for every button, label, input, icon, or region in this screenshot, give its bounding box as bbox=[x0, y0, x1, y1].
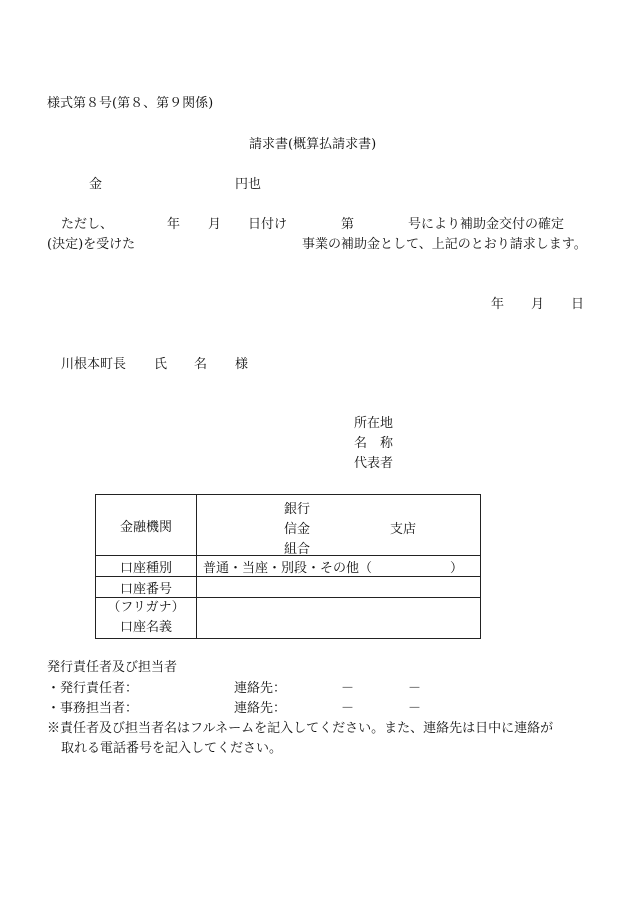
body-kettei: (決定)を受けた bbox=[47, 237, 136, 252]
date-year: 年 bbox=[491, 297, 505, 312]
addressee-shi: 氏 bbox=[154, 357, 168, 372]
issuer-contact-dash-1: － bbox=[341, 681, 355, 696]
body-tadashi: ただし、 bbox=[61, 217, 114, 232]
body-month: 月 bbox=[208, 217, 222, 232]
account-type-label: 口座種別 bbox=[96, 556, 197, 577]
page-title: 請求書(概算払請求書) bbox=[249, 137, 377, 152]
body-go-text: 号により補助金交付の確定 bbox=[408, 217, 565, 232]
addressee-mayor: 川根本町長 bbox=[61, 357, 127, 372]
body-jigyo-text: 事業の補助金として、上記のとおり請求します。 bbox=[302, 237, 587, 252]
addressee-mei: 名 bbox=[194, 357, 208, 372]
table-row bbox=[96, 556, 481, 577]
amount-yen-label: 円也 bbox=[235, 177, 262, 192]
staff-contact-label: 連絡先： bbox=[234, 701, 287, 716]
institution-label: 金融機関 bbox=[96, 495, 197, 556]
shinkin-label: 信金 bbox=[284, 522, 311, 537]
date-day: 日 bbox=[571, 297, 585, 312]
account-name-value bbox=[197, 598, 481, 639]
staff-contact-dash-2: － bbox=[408, 701, 422, 716]
issuer-label: ・発行責任者： bbox=[47, 681, 139, 696]
bank-label: 銀行 bbox=[284, 502, 311, 517]
branch-label: 支店 bbox=[390, 522, 417, 537]
table-row bbox=[96, 598, 481, 639]
body-dai: 第 bbox=[341, 217, 355, 232]
addressee-sama: 様 bbox=[235, 357, 249, 372]
body-day-dated: 日付け bbox=[248, 217, 288, 232]
issuer-contact-dash-2: － bbox=[408, 681, 422, 696]
note-line-2: 取れる電話番号を記入してください。 bbox=[61, 741, 283, 756]
table-row bbox=[96, 577, 481, 598]
bank-account-table bbox=[95, 494, 481, 639]
applicant-name-label: 名 称 bbox=[354, 436, 394, 451]
account-number-value bbox=[197, 577, 481, 598]
form-number: 様式第８号(第８、第９関係) bbox=[47, 96, 214, 111]
note-line-1: ※責任者及び担当者名はフルネームを記入してください。また、連絡先は日中に連絡が bbox=[47, 721, 554, 736]
body-year: 年 bbox=[167, 217, 181, 232]
table-row bbox=[96, 495, 481, 556]
responsible-heading: 発行責任者及び担当者 bbox=[47, 660, 178, 675]
kumiai-label: 組合 bbox=[284, 542, 311, 557]
staff-label: ・事務担当者： bbox=[47, 701, 139, 716]
furigana-label: （フリガナ） bbox=[107, 600, 185, 615]
date-month: 月 bbox=[531, 297, 545, 312]
amount-kin-label: 金 bbox=[89, 177, 103, 192]
account-name-label: 口座名義 bbox=[119, 620, 172, 635]
issuer-contact-label: 連絡先： bbox=[234, 681, 287, 696]
account-name-label-cell bbox=[96, 598, 197, 639]
account-number-label: 口座番号 bbox=[96, 577, 197, 598]
staff-contact-dash-1: － bbox=[341, 701, 355, 716]
account-type-options: 普通・当座・別段・その他（ ） bbox=[197, 556, 481, 577]
institution-cell bbox=[197, 495, 481, 556]
applicant-address-label: 所在地 bbox=[354, 416, 394, 431]
applicant-representative-label: 代表者 bbox=[354, 456, 394, 471]
